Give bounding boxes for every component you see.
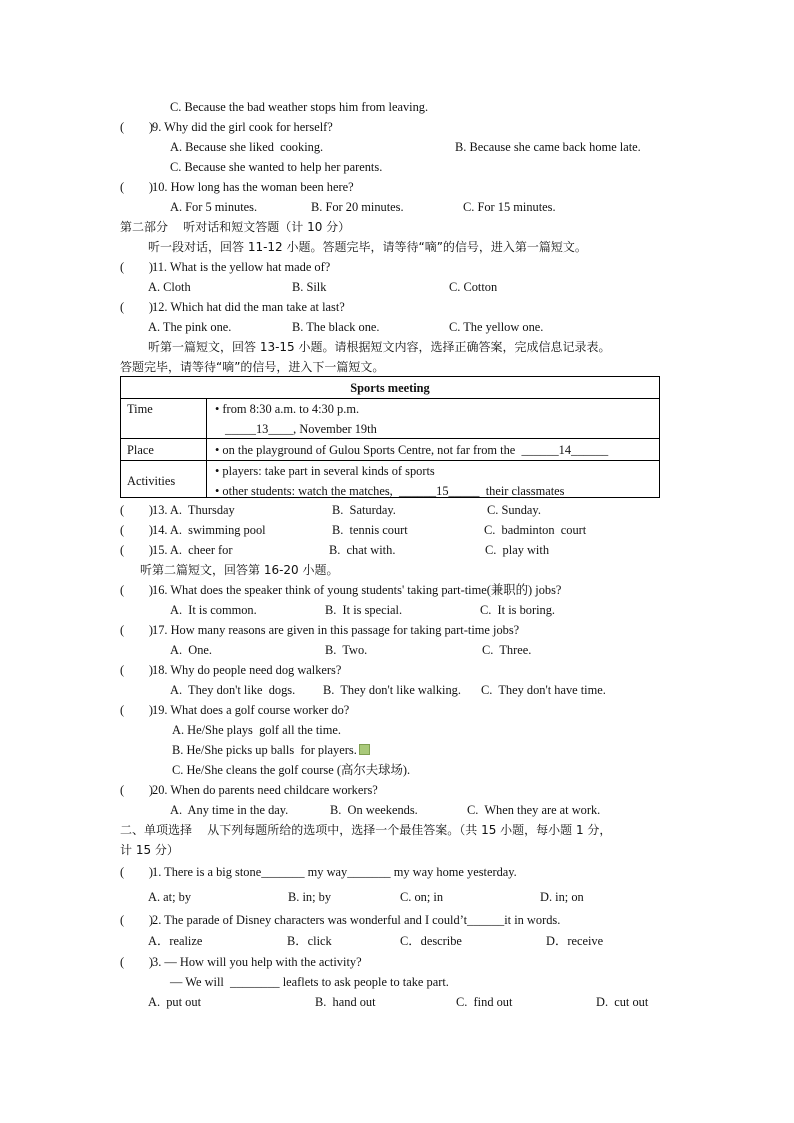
q17-question: 17. How many reasons are given in this passage for taking part-time jobs? [152, 623, 520, 637]
q11-option-b: B. Silk [292, 280, 327, 294]
q18-option-a: A. They don't like dogs. [170, 683, 296, 697]
q12-answer-blank[interactable]: ( ) [120, 300, 154, 314]
q18-answer-blank[interactable]: ( ) [120, 663, 154, 677]
table-divider [121, 460, 659, 461]
q13-option-a: 13. A. Thursday [152, 503, 235, 517]
q19-option-c: C. He/She cleans the golf course (高尔夫球场). [172, 763, 411, 777]
passage1-instruction: 听第一篇短文，回答 13-15 小题。请根据短文内容，选择正确答案，完成信息记录表。 [148, 340, 611, 354]
sports-meeting-table [120, 376, 660, 498]
passage1-instruction-cont: 答题完毕，请等待“嘀”的信号，进入下一篇短文。 [120, 360, 385, 374]
time-detail: • from 8:30 a.m. to 4:30 p.m. [215, 402, 360, 416]
q18-option-b: B. They don't like walking. [323, 683, 461, 697]
q10-answer-blank[interactable]: ( ) [120, 180, 154, 194]
q20-answer-blank[interactable]: ( ) [120, 783, 154, 797]
q10-option-c: C. For 15 minutes. [463, 200, 556, 214]
place-detail: • on the playground of Gulou Sports Centre, not far from the ______14______ [215, 443, 609, 457]
section2-heading: 二、单项选择 从下列每题所给的选项中，选择一个最佳答案。（共 15 小题，每小题 1 分， [120, 823, 612, 837]
q16-option-c: C. It is boring. [480, 603, 556, 617]
q11-answer-blank[interactable]: ( ) [120, 260, 154, 274]
q9-option-a: A. Because she liked cooking. [170, 140, 324, 154]
q14-option-a: 14. A. swimming pool [152, 523, 266, 537]
q20-option-c: C. When they are at work. [467, 803, 601, 817]
q9-question: 9. Why did the girl cook for herself? [152, 120, 333, 134]
q18-option-c: C. They don't have time. [481, 683, 606, 697]
small-green-square-icon [359, 744, 370, 755]
q9-answer-blank[interactable]: ( ) [120, 120, 154, 134]
part2-heading: 第二部分 听对话和短文答题（计 10 分） [120, 220, 351, 234]
s2-option-b: B．click [287, 934, 332, 948]
q9-option-b: B. Because she came back home late. [455, 140, 641, 154]
q17-option-b: B. Two. [325, 643, 368, 657]
q15-answer-blank[interactable]: ( ) [120, 543, 154, 557]
s3-option-c: C. find out [456, 995, 513, 1009]
q14-option-b: B. tennis court [332, 523, 408, 537]
q18-question: 18. Why do people need dog walkers? [152, 663, 342, 677]
q11-question: 11. What is the yellow hat made of? [152, 260, 331, 274]
q10-option-b: B. For 20 minutes. [311, 200, 404, 214]
q10-question: 10. How long has the woman been here? [152, 180, 354, 194]
q14-answer-blank[interactable]: ( ) [120, 523, 154, 537]
q19-answer-blank[interactable]: ( ) [120, 703, 154, 717]
q15-option-b: B. chat with. [329, 543, 396, 557]
s2-option-c: C．describe [400, 934, 462, 948]
q17-option-c: C. Three. [482, 643, 532, 657]
q13-answer-blank[interactable]: ( ) [120, 503, 154, 517]
row-label-activities: Activities [127, 474, 176, 488]
s1-option-a: A. at; by [148, 890, 192, 904]
q14-option-c: C. badminton court [484, 523, 587, 537]
q15-option-a: 15. A. cheer for [152, 543, 233, 557]
row-label-place: Place [127, 443, 154, 457]
s2-answer-blank[interactable]: ( ) [120, 913, 154, 927]
q16-option-b: B. It is special. [325, 603, 403, 617]
q12-option-c: C. The yellow one. [449, 320, 544, 334]
q16-option-a: A. It is common. [170, 603, 257, 617]
s3-question-line2: — We will ________ leaflets to ask people to take part. [170, 975, 449, 989]
q9-option-c: C. Because she wanted to help her parents. [170, 160, 383, 174]
q17-option-a: A. One. [170, 643, 212, 657]
q19-option-a: A. He/She plays golf all the time. [172, 723, 341, 737]
table-divider [121, 398, 659, 399]
s2-question: 2. The parade of Disney characters was wonderful and I could’t______it in words. [152, 913, 561, 927]
q19-option-b-row [172, 742, 370, 758]
s1-option-c: C. on; in [400, 890, 444, 904]
q12-question: 12. Which hat did the man take at last? [152, 300, 345, 314]
s3-option-d: D. cut out [596, 995, 649, 1009]
q15-option-c: C. play with [485, 543, 550, 557]
s2-option-d: D．receive [546, 934, 604, 948]
q13-option-b: B. Saturday. [332, 503, 396, 517]
table-divider [121, 438, 659, 439]
q11-option-c: C. Cotton [449, 280, 498, 294]
s1-option-b: B. in; by [288, 890, 332, 904]
s2-option-a: A．realize [148, 934, 203, 948]
s1-question: 1. There is a big stone_______ my way_______ my way home yesterday. [152, 865, 517, 879]
passage2-instruction: 听第二篇短文，回答第 16-20 小题。 [140, 563, 339, 577]
q19-option-b: B. He/She picks up balls for players. [172, 743, 357, 757]
s1-option-d: D. in; on [540, 890, 584, 904]
q12-option-a: A. The pink one. [148, 320, 232, 334]
q19-question: 19. What does a golf course worker do? [152, 703, 350, 717]
activities-players: • players: take part in several kinds of sports [215, 464, 435, 478]
q8-option-c: C. Because the bad weather stops him from leaving. [170, 100, 429, 114]
q16-answer-blank[interactable]: ( ) [120, 583, 154, 597]
q11-option-a: A. Cloth [148, 280, 191, 294]
activities-students: • other students: watch the matches, ______15_____ their classmates [215, 484, 565, 498]
q12-option-b: B. The black one. [292, 320, 380, 334]
table-title: Sports meeting [350, 381, 430, 395]
q20-option-b: B. On weekends. [330, 803, 418, 817]
s3-option-a: A. put out [148, 995, 202, 1009]
section2-heading-cont: 计 15 分） [120, 843, 179, 857]
time-blank-13: _____13____, November 19th [225, 422, 377, 436]
s3-option-b: B. hand out [315, 995, 376, 1009]
s1-answer-blank[interactable]: ( ) [120, 865, 154, 879]
q16-question: 16. What does the speaker think of young students' taking part-time(兼职的) jobs? [152, 583, 562, 597]
q10-option-a: A. For 5 minutes. [170, 200, 258, 214]
part2-instruction: 听一段对话，回答 11-12 小题。答题完毕，请等待“嘀”的信号，进入第一篇短文。 [148, 240, 587, 254]
table-column-divider [206, 398, 207, 497]
q20-option-a: A. Any time in the day. [170, 803, 289, 817]
row-label-time: Time [127, 402, 153, 416]
q13-option-c: C. Sunday. [487, 503, 541, 517]
s3-answer-blank[interactable]: ( ) [120, 955, 154, 969]
q17-answer-blank[interactable]: ( ) [120, 623, 154, 637]
q20-question: 20. When do parents need childcare workers? [152, 783, 378, 797]
s3-question: 3. — How will you help with the activity? [152, 955, 362, 969]
